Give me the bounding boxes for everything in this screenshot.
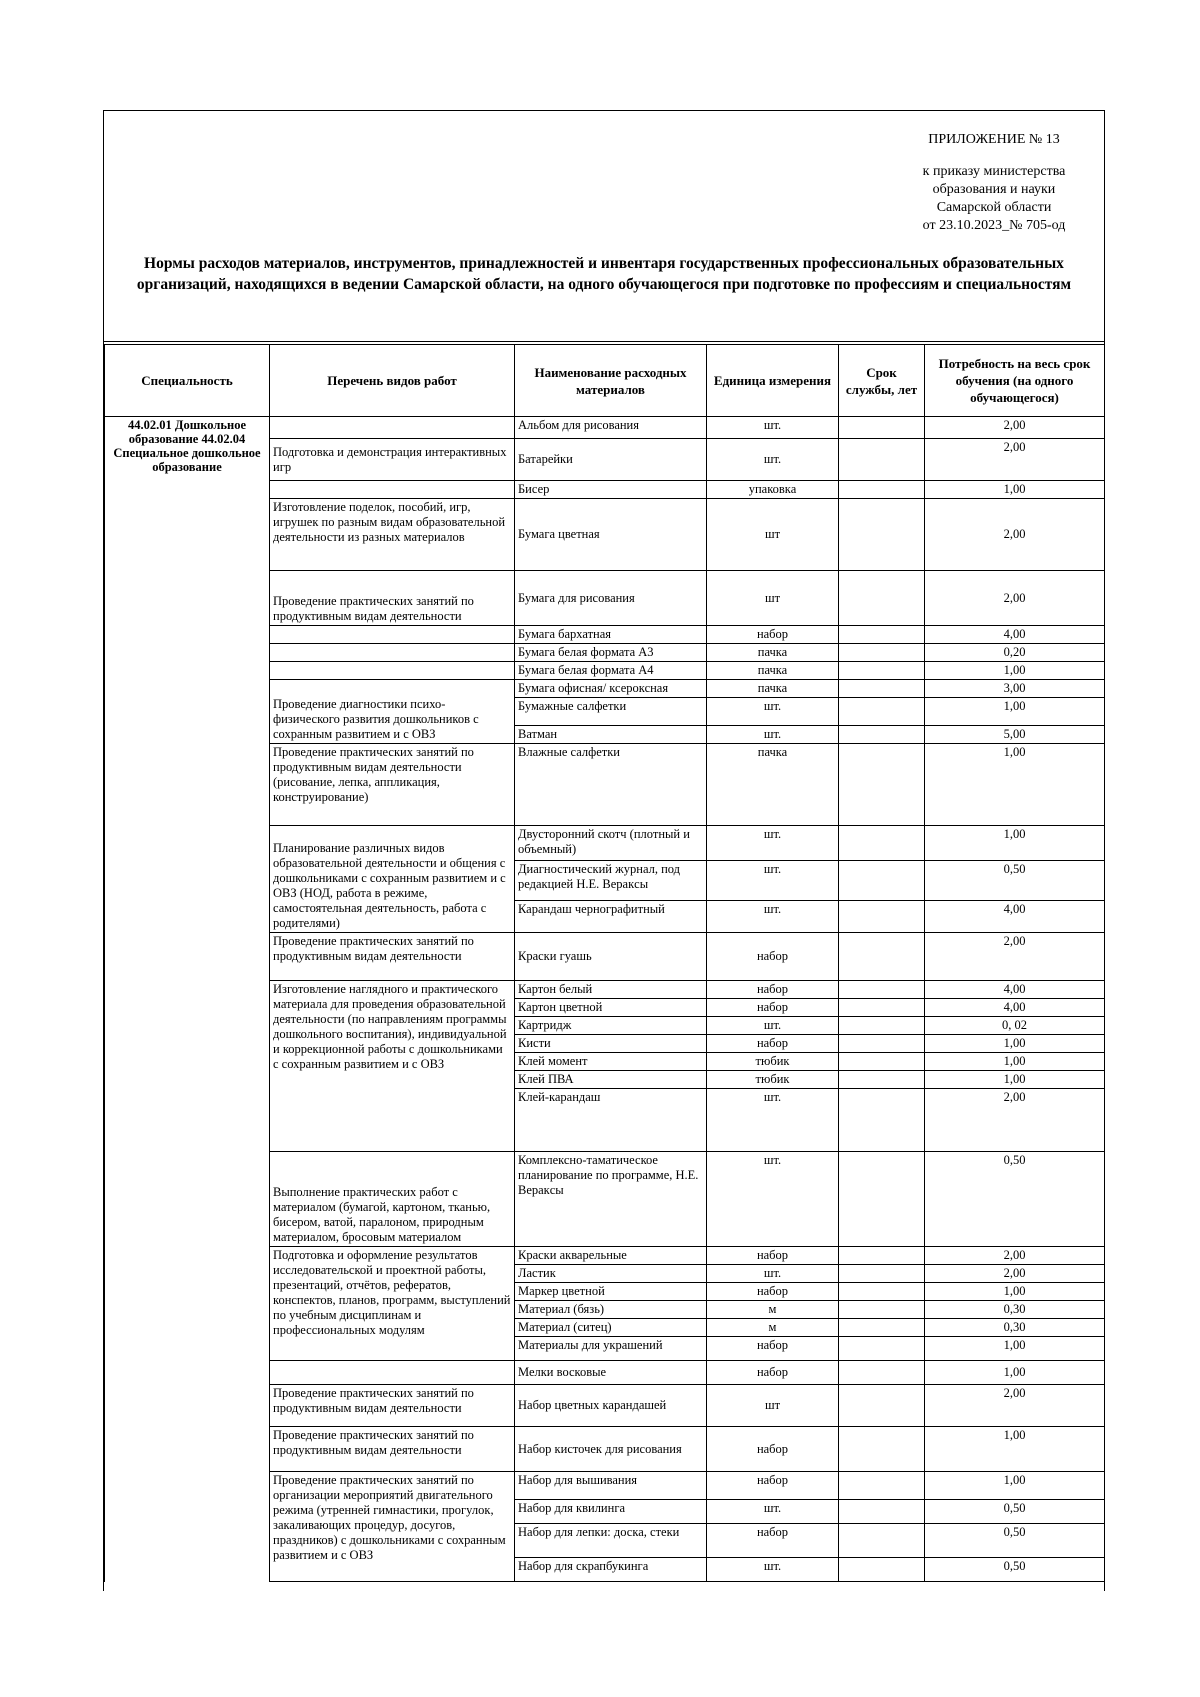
term-cell <box>839 726 925 744</box>
works-cell: Планирование различных видов образовательной деятельности и общения с дошкольниками с сохранным развитием и с ОВЗ (НОД, работа в режиме, самостоятельная деятельность, работа с родителями) <box>270 826 515 933</box>
works-cell <box>270 644 515 662</box>
document-frame <box>103 110 1105 1591</box>
header-unit: Единица измерения <box>707 345 839 417</box>
divider <box>104 341 1104 342</box>
material-cell: Комплекснo-таматическое планирование по программе, Н.Е. Веракcы <box>515 1152 707 1247</box>
material-cell: Набор для вышивания <box>515 1472 707 1500</box>
need-cell: 1,00 <box>925 1427 1105 1472</box>
unit-cell: набор <box>707 999 839 1017</box>
term-cell <box>839 499 925 571</box>
document-title: Нормы расходов материалов, инструментов, принадлежностей и инвентаря государственных профессиональных образовательных организаций, находящихся в ведении Самарской области, на одного обучающегося при подготовке по профессиям и специальностям <box>136 255 1072 293</box>
works-cell: Изготовление поделок, пособий, игр, игрушек по разным видам образовательной деятельности из разных материалов <box>270 499 515 571</box>
works-cell: Выполнение практических работ с материалом (бумагой, картоном, тканью, бисером, ватой, паралоном, природным материалом, бросовым материалом <box>270 1152 515 1247</box>
material-cell: Краски гуашь <box>515 933 707 981</box>
term-cell <box>839 439 925 481</box>
need-cell: 0,30 <box>925 1301 1105 1319</box>
works-cell <box>270 417 515 439</box>
term-cell <box>839 1152 925 1247</box>
unit-cell: шт. <box>707 1558 839 1582</box>
need-cell: 1,00 <box>925 1472 1105 1500</box>
term-cell <box>839 626 925 644</box>
norms-table <box>104 344 1105 1582</box>
works-cell: Проведение практических занятий по продуктивным видам деятельности <box>270 1385 515 1427</box>
unit-cell: набор <box>707 1361 839 1385</box>
material-cell: Клей момент <box>515 1053 707 1071</box>
header-term: Срок службы, лет <box>839 345 925 417</box>
need-cell: 4,00 <box>925 999 1105 1017</box>
term-cell <box>839 1247 925 1265</box>
material-cell: Маркер цветной <box>515 1283 707 1301</box>
need-cell: 1,00 <box>925 1283 1105 1301</box>
material-cell: Ластик <box>515 1265 707 1283</box>
term-cell <box>839 999 925 1017</box>
unit-cell: набор <box>707 981 839 999</box>
unit-cell: набор <box>707 1337 839 1361</box>
annex-line: к приказу министерства <box>922 164 1066 179</box>
unit-cell: шт. <box>707 1017 839 1035</box>
term-cell <box>839 1319 925 1337</box>
term-cell <box>839 1035 925 1053</box>
material-cell: Материал (ситец) <box>515 1319 707 1337</box>
need-cell: 1,00 <box>925 744 1105 826</box>
term-cell <box>839 1558 925 1582</box>
unit-cell: шт. <box>707 861 839 901</box>
term-cell <box>839 1283 925 1301</box>
material-cell: Бумага для рисования <box>515 571 707 626</box>
header-material: Наименование расходных материалов <box>515 345 707 417</box>
unit-cell: набор <box>707 1035 839 1053</box>
need-cell: 1,00 <box>925 1053 1105 1071</box>
term-cell <box>839 571 925 626</box>
material-cell: Набор для скрапбукинга <box>515 1558 707 1582</box>
unit-cell: набор <box>707 1247 839 1265</box>
material-cell: Набор цветных карандашей <box>515 1385 707 1427</box>
unit-cell: м <box>707 1319 839 1337</box>
works-cell: Проведение диагностики психо-физического развития дошкольников с сохранным развитием и с ОВЗ <box>270 680 515 744</box>
unit-cell: шт. <box>707 439 839 481</box>
unit-cell: м <box>707 1301 839 1319</box>
term-cell <box>839 1017 925 1035</box>
works-cell: Изготовление наглядного и практического материала для проведения образовательной деятельности (по направлениям программы дошкольного воспитания), индивидуальной и коррекционной работы с дошкольниками с сохранным развитием и с ОВЗ <box>270 981 515 1152</box>
unit-cell: шт <box>707 571 839 626</box>
term-cell <box>839 1361 925 1385</box>
header-works: Перечень видов работ <box>270 345 515 417</box>
need-cell: 2,00 <box>925 1247 1105 1265</box>
unit-cell: шт. <box>707 417 839 439</box>
term-cell <box>839 662 925 680</box>
works-cell: Проведение практических занятий по продуктивным видам деятельности (рисование, лепка, аппликация, конструирование) <box>270 744 515 826</box>
need-cell: 2,00 <box>925 417 1105 439</box>
annex-block <box>904 131 1084 235</box>
term-cell <box>839 698 925 726</box>
term-cell <box>839 1472 925 1500</box>
material-cell: Набор для лепки: доска, стеки <box>515 1524 707 1558</box>
unit-cell: набор <box>707 1472 839 1500</box>
need-cell: 2,00 <box>925 1089 1105 1152</box>
term-cell <box>839 1265 925 1283</box>
need-cell: 4,00 <box>925 901 1105 933</box>
annex-number: ПРИЛОЖЕНИЕ № 13 <box>928 132 1060 147</box>
need-cell: 0,50 <box>925 1524 1105 1558</box>
term-cell <box>839 1427 925 1472</box>
material-cell: Батарейки <box>515 439 707 481</box>
header-specialty: Специальность <box>105 345 270 417</box>
need-cell: 1,00 <box>925 481 1105 499</box>
material-cell: Двусторонний скотч (плотный и объемный) <box>515 826 707 861</box>
material-cell: Картридж <box>515 1017 707 1035</box>
material-cell: Кисти <box>515 1035 707 1053</box>
material-cell: Бумага белая формата А3 <box>515 644 707 662</box>
term-cell <box>839 1524 925 1558</box>
material-cell: Картон белый <box>515 981 707 999</box>
unit-cell: пачка <box>707 744 839 826</box>
works-cell <box>270 626 515 644</box>
unit-cell: шт. <box>707 726 839 744</box>
works-cell: Проведение практических занятий по продуктивным видам деятельности <box>270 933 515 981</box>
material-cell: Набор для квилинга <box>515 1500 707 1524</box>
material-cell: Бисер <box>515 481 707 499</box>
term-cell <box>839 1337 925 1361</box>
unit-cell: шт <box>707 1385 839 1427</box>
need-cell: 2,00 <box>925 933 1105 981</box>
need-cell: 2,00 <box>925 571 1105 626</box>
unit-cell: шт. <box>707 826 839 861</box>
material-cell: Клей-карандаш <box>515 1089 707 1152</box>
term-cell <box>839 744 925 826</box>
unit-cell: шт. <box>707 901 839 933</box>
works-cell: Проведение практических занятий по продуктивным видам деятельности <box>270 1427 515 1472</box>
unit-cell: тюбик <box>707 1071 839 1089</box>
term-cell <box>839 644 925 662</box>
need-cell: 0,30 <box>925 1319 1105 1337</box>
works-cell: Подготовка и оформление результатов исследовательской и проектной работы, презентаций, отчётов, рефератов, конспектов, планов, программ, выступлений по учебным дисциплинам и профессиональных модулям <box>270 1247 515 1361</box>
unit-cell: шт. <box>707 1500 839 1524</box>
term-cell <box>839 1500 925 1524</box>
term-cell <box>839 1053 925 1071</box>
need-cell: 3,00 <box>925 680 1105 698</box>
unit-cell: пачка <box>707 680 839 698</box>
unit-cell: набор <box>707 626 839 644</box>
need-cell: 0,50 <box>925 1152 1105 1247</box>
works-cell <box>270 1361 515 1385</box>
term-cell <box>839 981 925 999</box>
term-cell <box>839 1071 925 1089</box>
works-cell: Подготовка и демонстрация интерактивных игр <box>270 439 515 481</box>
term-cell <box>839 1301 925 1319</box>
material-cell: Альбом для рисования <box>515 417 707 439</box>
need-cell: 1,00 <box>925 662 1105 680</box>
unit-cell: набор <box>707 1283 839 1301</box>
material-cell: Карандаш чернографитный <box>515 901 707 933</box>
unit-cell: шт. <box>707 1265 839 1283</box>
annex-line: образования и науки <box>932 182 1056 197</box>
need-cell: 0, 02 <box>925 1017 1105 1035</box>
works-cell: Проведение практических занятий по организации мероприятий двигательного режима (утренней гимнастики, прогулок, закаливающих процедур, досугов, праздников) с дошкольниками с сохранным развитием и с ОВЗ <box>270 1472 515 1582</box>
unit-cell: упаковка <box>707 481 839 499</box>
works-cell: Проведение практических занятий по продуктивным видам деятельности <box>270 571 515 626</box>
table-header-row <box>105 345 1105 417</box>
need-cell: 1,00 <box>925 698 1105 726</box>
need-cell: 1,00 <box>925 1071 1105 1089</box>
material-cell: Материал (бязь) <box>515 1301 707 1319</box>
need-cell: 1,00 <box>925 1035 1105 1053</box>
material-cell: Бумага цветная <box>515 499 707 571</box>
term-cell <box>839 1385 925 1427</box>
unit-cell: шт. <box>707 1089 839 1152</box>
works-cell <box>270 481 515 499</box>
material-cell: Набор кисточек для рисования <box>515 1427 707 1472</box>
material-cell: Бумага бархатная <box>515 626 707 644</box>
unit-cell: набор <box>707 1427 839 1472</box>
need-cell: 1,00 <box>925 1337 1105 1361</box>
need-cell: 0,50 <box>925 861 1105 901</box>
specialty-cell: 44.02.01 Дошкольное образование 44.02.04 Специальное дошкольное образование <box>105 417 270 1582</box>
need-cell: 1,00 <box>925 1361 1105 1385</box>
term-cell <box>839 680 925 698</box>
need-cell: 0,20 <box>925 644 1105 662</box>
material-cell: Бумага офисная/ ксероксная <box>515 680 707 698</box>
unit-cell: шт <box>707 499 839 571</box>
unit-cell: пачка <box>707 662 839 680</box>
annex-date: от 23.10.2023_№ 705-од <box>922 218 1066 233</box>
material-cell: Ватман <box>515 726 707 744</box>
need-cell: 4,00 <box>925 626 1105 644</box>
need-cell: 2,00 <box>925 1265 1105 1283</box>
need-cell: 2,00 <box>925 439 1105 481</box>
material-cell: Бумажные салфетки <box>515 698 707 726</box>
need-cell: 5,00 <box>925 726 1105 744</box>
unit-cell: шт. <box>707 698 839 726</box>
unit-cell: пачка <box>707 644 839 662</box>
material-cell: Клей ПВА <box>515 1071 707 1089</box>
material-cell: Мелки восковые <box>515 1361 707 1385</box>
material-cell: Бумага белая формата А4 <box>515 662 707 680</box>
unit-cell: тюбик <box>707 1053 839 1071</box>
term-cell <box>839 481 925 499</box>
unit-cell: набор <box>707 1524 839 1558</box>
term-cell <box>839 933 925 981</box>
works-cell <box>270 662 515 680</box>
need-cell: 0,50 <box>925 1558 1105 1582</box>
material-cell: Краски акварельные <box>515 1247 707 1265</box>
material-cell: Картон цветной <box>515 999 707 1017</box>
annex-line: Самарской области <box>936 200 1052 215</box>
table-row <box>105 417 1105 439</box>
material-cell: Влажные салфетки <box>515 744 707 826</box>
unit-cell: набор <box>707 933 839 981</box>
material-cell: Материалы для украшений <box>515 1337 707 1361</box>
term-cell <box>839 901 925 933</box>
need-cell: 0,50 <box>925 1500 1105 1524</box>
term-cell <box>839 826 925 861</box>
need-cell: 1,00 <box>925 826 1105 861</box>
need-cell: 4,00 <box>925 981 1105 999</box>
material-cell: Диагностический журнал, под редакцией Н.Е. Веракcы <box>515 861 707 901</box>
term-cell <box>839 1089 925 1152</box>
unit-cell: шт. <box>707 1152 839 1247</box>
need-cell: 2,00 <box>925 1385 1105 1427</box>
header-need: Потребность на весь срок обучения (на одного обучающегося) <box>925 345 1105 417</box>
term-cell <box>839 417 925 439</box>
need-cell: 2,00 <box>925 499 1105 571</box>
term-cell <box>839 861 925 901</box>
